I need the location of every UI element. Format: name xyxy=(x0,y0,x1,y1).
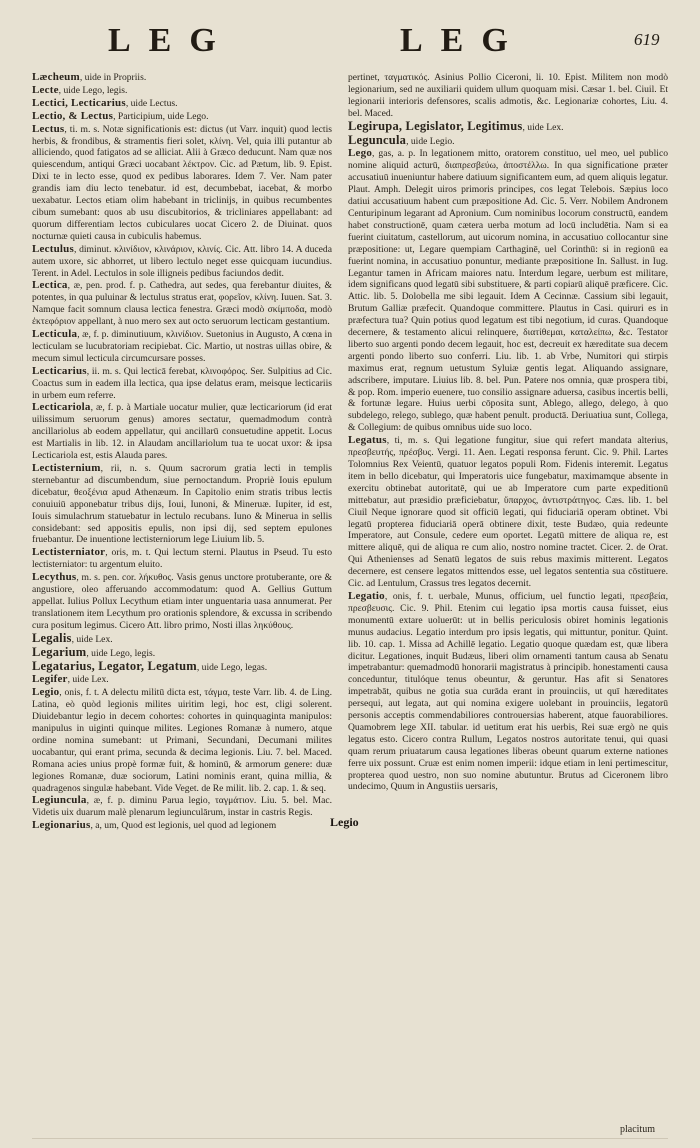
entry-definition: , æ, f. p. à Martiale uocatur mulier, quæ lecticariorum (id erat uilissimum seruorum genus) amores sectatur, quemadmodum contrà ancillariolus ab eodem appellatur, qui ancillarū consuetudine appetit. Locus est Martialis in lib. 12. in Alaudam ancillariolum tua te uocat uxor: & ipsa Lecticariola est, estis Alauda pares. xyxy=(32,402,332,462)
entry-headword: Lectulus xyxy=(32,242,74,255)
entry-headword: Lectio, & Lectus xyxy=(32,109,114,122)
entry-definition: , gas, a. p. In legationem mitto, oratorem constituo, uel meo, uel publico nomine aliquid acturū, διαπρεσβεύω, ἀποστέλλω. In qua significatione præter accusatiuū inueniuntur habere datiuum significantem eum, ad quem aliquis legatur. Plaut. Amph. Delegit uiros primoris principes, cos legat Telebois. Sæpius loco datiui accusatiuum habent cum præpositione Ad. Cic. 5. Verr. Nobilem Andronem Centuripinum legarant ad Apronium. Cum nominibus locorum constructū, eandem habet constructionē, quam cætera uerba motum ad locū includētia. Nam si ea fuerint ciuitatum, castellorum, aut uicorum nomina, in accusatiuo collocantur sine præpositione: ut, Legare quempiam Carthaginē, uel Corinthū: si in regionū ea fuerint nomina, in accusatiuo ponuntur, mediante præpositione In. Sallust. in Iug. Legantur tamen in Africam maiores natu. Interdum legare, uerbum est militare, idem significans quod legatū sibi substituere, & parti copiarū aliquē præficere. Cic. Attic. lib. 5. Dolobella me sibi legauit. Idem A Cecinnæ. Cassium sibi legauit, Brutum Galliæ præfecit. Quandoque committere. Plautus in Casi. quiruri es in præfectura tua? Quin potius quod legatum est tibi negotium, id curas. Quandoque decernere, & testamento alicui relinquere, διατίθεμαι, καταλείπω, &c. Testator liberto suo argenti pondo decem legauit, hoc est, decreuit ex hæreditate sua decem argenti pondo liberto suo conferri. Liu. lib. 1. ab Vrbe, Numitori qui stirpis maximus erat, regnum uetustum Syluiæ gentis legat. Aliquando assignare, adscribere, imputare. Liuius lib. 8. bel. Pun. Patere nos omnia, quæ prospera tibi, & pop. Rom. imperio euenere, tuo consilio assignare aduersa, casibus incertis belli, & fortunæ legare. Huius uerbi cōposita sunt, Ablego, allego, delego, à quo subdelego, relego, sublego, quæ habent penult. productā. Deriuatiua sunt, Collega, & Collegium: de quibus omnibus uide suo loco. xyxy=(348,148,668,434)
entry-definition: , rii, n. s. Quum sacrorum gratia lecti in templis sternebantur ad discumbendum, siue pernoctandum. Propriè Iouis epulum dicebatur, θεοξένια apud Athenæum. In Capitolio enim stratis tribus lectis conuiuiū apponebatur tribus dijs, Ioui, Iunoni, & Mineruæ. Iupiter, id est, Iouis simulachrum statuebatur in lectulo recubans. Iuno & Minerua in sellis considebant: sed appositis epulis, non ipsi dij, sed septem epulones fruebantur. De inuentione lectisterniorum lege Liuium lib. 5. xyxy=(32,463,332,546)
margin-annotation: Legio xyxy=(330,815,359,829)
page-bottom-edge xyxy=(32,1138,668,1139)
entry-headword: Lecticariola xyxy=(32,401,91,414)
left-column xyxy=(32,72,332,1132)
entry-headword: Lectici, Lecticarius xyxy=(32,96,126,109)
right-column xyxy=(348,72,668,1132)
entry-definition: , uide Lex. xyxy=(522,121,564,133)
dictionary-entry xyxy=(348,132,668,148)
dictionary-entry xyxy=(32,111,332,123)
entry-headword: Lectisternium xyxy=(32,462,101,474)
page-number: 619 xyxy=(634,30,660,49)
entry-headword: Legatarius, Legator, Legatum xyxy=(32,658,197,673)
dictionary-entry xyxy=(32,98,332,110)
entry-definition: pertinet, ταγματικός. Asinius Pollio Ciceroni, li. 10. Epist. Militem non modò legionarium, sed ne auxiliarii quidem ullum quoquam misi. Cæsar 1. bel. Ciuil. Et legionarii interioris defensores, scalis admotis, &c. Legionariæ cohortes, Liu. 4. bel. Maced. xyxy=(348,72,668,119)
entry-headword: Legarium xyxy=(32,644,87,659)
dictionary-entry xyxy=(32,244,332,280)
entry-headword: Lecte xyxy=(32,83,59,96)
dictionary-entry xyxy=(32,85,332,97)
entry-definition: , oris, m. t. Qui lectum sterni. Plautus in Pseud. Tu esto lectisterniator: tu argentum eluito. xyxy=(32,547,332,571)
entry-definition: , m. s. pen. cor. λήκυθος. Vasis genus unctore protuberante, ore & angustiore, oleo afferuando accommodatum: quod A. Gellius Guttum appellat. Iulius Pollux Lecythum etiam inter unguentaria uasa annumerat. Per translationem item Lecythum pro orationis splendore, & excussa in scribendo cura positum legimus. Cicero Att. libro primo, Nosti illas ληκύθους. xyxy=(32,572,332,631)
dictionary-entry xyxy=(32,280,332,328)
dictionary-entry xyxy=(348,148,668,434)
entry-headword: Legatus xyxy=(348,434,387,447)
dictionary-entry xyxy=(32,572,332,632)
entry-definition: , onis, f. t. A delectu militū dicta est, τάγμα, teste Varr. lib. 4. de Ling. Latina, eò quòd legionis milites uiritim legi, hoc est, cligi solerent. Diuidebantur legio in decem cohortes: cohortes in quinquaginta manipulos: manipulus in uiginti quinque milites. Legiones Romanæ à numero, atque ordine nomina sumebant: ut Primani, Secundani, Decumani milites uocabantur, qui erant prima, secunda & decima legionis. Liu. 7. bel. Maced. Romana acies unius propè formæ fuit, & hominū, & armorum genere: duæ legiones Romanæ, duæ sociorum, Latini nominis erant, quina millia, & quadragenos singulæ habebant. Vide Veget. de Re milit. lib. 2. cap. 1. & seq. xyxy=(32,687,332,794)
entry-headword: Legirupa, Legislator, Legitimus xyxy=(348,118,523,133)
entry-definition: , uide Lex. xyxy=(67,674,109,686)
entry-definition: , æ, f. p. diminu Parua legio, ταγμάτιον. Liu. 5. bel. Mac. Videtis uix duarum malè plenarum legiunculārum, instar in castris Regis. xyxy=(32,795,332,819)
dictionary-entry xyxy=(348,435,668,590)
entry-headword: Legiuncula xyxy=(32,794,87,807)
entry-headword: Læcheum xyxy=(32,72,80,83)
dictionary-entry xyxy=(348,591,668,793)
entry-headword: Lecticula xyxy=(32,328,78,341)
entry-definition: , uide Lex. xyxy=(71,633,113,645)
dictionary-entry xyxy=(32,463,332,546)
entry-headword: Lecticarius xyxy=(32,364,87,377)
entry-definition: , diminut. κλινίδιον, κλινάριον, κλινίς. Cic. Att. libro 14. A duceda autem uxore, sic abhorret, ut libero lectulo neget esse quicquam iucundius. Terent. in Adel. Lectulos in sole illigneis pedibus faciundos dedit. xyxy=(32,243,332,279)
running-head xyxy=(0,22,700,58)
entry-definition: , uide Lectus. xyxy=(125,97,178,109)
entry-headword: Leguncula xyxy=(348,132,407,147)
dictionary-entry xyxy=(32,795,332,819)
entry-definition: , uide Lego, legis. xyxy=(58,84,128,96)
entry-headword: Legatio xyxy=(348,589,385,602)
dictionary-entry xyxy=(32,402,332,462)
entry-definition: , uide in Propriis. xyxy=(79,72,147,83)
entry-definition: , uide Lego, legas. xyxy=(196,661,268,673)
entry-headword: Legionarius xyxy=(32,819,91,832)
dictionary-entry xyxy=(32,329,332,365)
entry-definition: , a, um, Quod est legionis, uel quod ad legionem xyxy=(90,820,277,832)
entry-definition: , onis, f. t. uerbale, Munus, officium, uel functio legati, πρεσβεία, πρεσβευσις. Cic. 9. Phil. Etenim cui legatio ipsa mortis causa fuisset, eius monumentū extare uoluerūt: ut in bellis periculosis obiret hominis legationis munus audacius. Legatio interdum pro ipsis legatis, qui mittuntur, ponitur. Quint. lib. 10. cap. 1. Missa ad Achillē legatio. Legatio quoque quædam est, quæ libera dicitur. Legationes, inquit Budæus, liberi olim ornamenti tantum causa ab Senatu impetrabantur: quemadmodū honorarii magistratus à principib. honestamenti causa conceduntur, titulóque tenus obeuntur, & geruntur. Has afit si Senatores impetrabāt, quibus ne gotia sua curāda erant in prouinciis, ut quī hæreditates persequi, aut legata, aut qui nomina exigere uolebant in prouinciis, legatorū personis acceptis commendabiliores controuersias haberent, atque fauorabiliores. Quamobrem lege XII. tabular. id uetitum erat his uerbis, Rei suæ ergò ne quis legatus esto. Cicero contra Rullum, Legatos nostros autoritate tenui, qui quasi quam rerum priuatarum causa legationes liberas obeunt quarum externe nationes ferre uix possunt. Cruæ est enim nomen imperii: idque etiam in leni pertimescitur, propterea quod uestro, non suo nomine abutuntur. Brutus ad Ciceronem libro undecimo, Quum in Angustiis uersaris, xyxy=(348,590,668,793)
running-head-left: LEG xyxy=(108,22,234,59)
entry-definition: , ti, m. s. Qui legatione fungitur, siue qui refert mandata alterius, πρεσβευτής, πρέσβυς. Vergi. 11. Aen. Legati responsa ferunt. Cic. 9. Phil. Lartes Tolomnius Rex Veientū, quatuor legatos populi Rom. Fidenis interemit. Legatus item in bello dicebatur, qui Imperatoris uice fungebatur, maximamque absente in exercitu obtinebat autoritatē, qui ue ab Imperatore cum parte expeditionū mittebatur, aut præsidio præficiebatur, ὕπαρχος, ἀντιστράτηγος. Cæs. lib. 1. bel Ciuil Neque ignorare quod sit officiū legati, qui fiduciariā operam obtinet. Vbi legatū propterea fiduciariā operā obtinere dixit, teste Budæo, quia redeunte Imperatore, aut Consule, cedere eum oportet. Legatū mittere de aliqua re, est mittere aliquē, qui de aliqua re cum alio, nostro nomine tractet. Cicer. 2. de Orat. Qui Athenienses ad Senatū legatos de suis rebus maximis mitterent. Legatos decernere, est censere legatos mittendos esse, uel legatos sententia sua cōstituere. Cic. ad Lentulum, Crassus tres legatos decernit. xyxy=(348,435,668,590)
entry-definition: , Participium, uide Lego. xyxy=(113,110,209,122)
dictionary-entry xyxy=(32,547,332,571)
entry-headword: Lectisterniator xyxy=(32,546,106,559)
dictionary-entry xyxy=(348,72,668,120)
dictionary-entry xyxy=(32,72,332,84)
dictionary-entry xyxy=(32,366,332,402)
entry-headword: Lecythus xyxy=(32,571,77,584)
entry-definition: , uide Lego, legis. xyxy=(86,647,156,659)
entry-headword: Lectus xyxy=(32,122,65,135)
entry-headword: Legalis xyxy=(32,630,72,645)
entry-definition: , ii. m. s. Qui lecticā ferebat, κλινοφόρος. Ser. Sulpitius ad Cic. Coactus sum in eadem illa lectica, qua ipse delatus eram, meisque lecticariis in urbem eum referre. xyxy=(32,365,332,401)
catchword: placitum xyxy=(620,1124,655,1135)
entry-headword: Legifer xyxy=(32,673,68,686)
entry-definition: , ti. m. s. Notæ significationis est: dictus (ut Varr. inquit) quod lectis herbis, & frondibus, & stramentis fieri solet, κλίνη. Vel, quia illi putantur ab alliciendo, quod fatigatos ad se alliciat. Alii à Græco deducunt. Nam quæ nos quiescendum, antiqui Græci uocabant λέκτρον. Cic. ad Pætum, lib. 9. Epist. Dixi te in lecto esse, quod ex pedibus laborares. Idem 7. Ver. Nam pater grandis iam diu lecto tenebatur. id est, decumbebat, iacebat, & morbo uexabatur. Lectos etiam olim habebant in triclinijs, in quibus recumbentes cibum sumebant: quos ab usu discubitorios, & tricliniares appellabant: ad quorum differentiam lectos cubiculares uocat Cicero 2. de Diuinat. quos nocturnæ quieti causa in cubiculis habemus. xyxy=(32,123,332,242)
dictionary-entry xyxy=(32,687,332,794)
dictionary-entry xyxy=(32,658,332,674)
dictionary-entry xyxy=(32,820,332,832)
entry-definition: , æ, f. p. diminutiuum, κλινίδιον. Suetonius in Augusto, A cœna in lecticulam se lucubratoriam recipiebat. Cic. Martio, ut nostras uillas obire, & mecum simul lecticula circumcursare posses. xyxy=(32,329,332,364)
entry-headword: Lego xyxy=(348,147,373,160)
entry-headword: Lectica xyxy=(32,279,68,292)
entry-definition: , uide Legio. xyxy=(406,135,455,147)
dictionary-entry xyxy=(32,674,332,686)
running-head-right: LEG xyxy=(400,22,526,59)
dictionary-entry xyxy=(32,124,332,243)
entry-headword: Legio xyxy=(32,686,60,699)
entry-definition: , æ, pen. prod. f. p. Cathedra, aut sedes, qua ferebantur diuites, & potentes, in qua puluinar & lectulus stratus erat, φορεῖον, κλίνη. Iuuen. Sat. 3. Namque facit somnum clausa lectica fenestra. Græci modò σκίμποδα, modò ἐκτεφόριον appellant, à nuo mero sex aut octo seruorum lecticam gestantium. xyxy=(32,280,332,328)
